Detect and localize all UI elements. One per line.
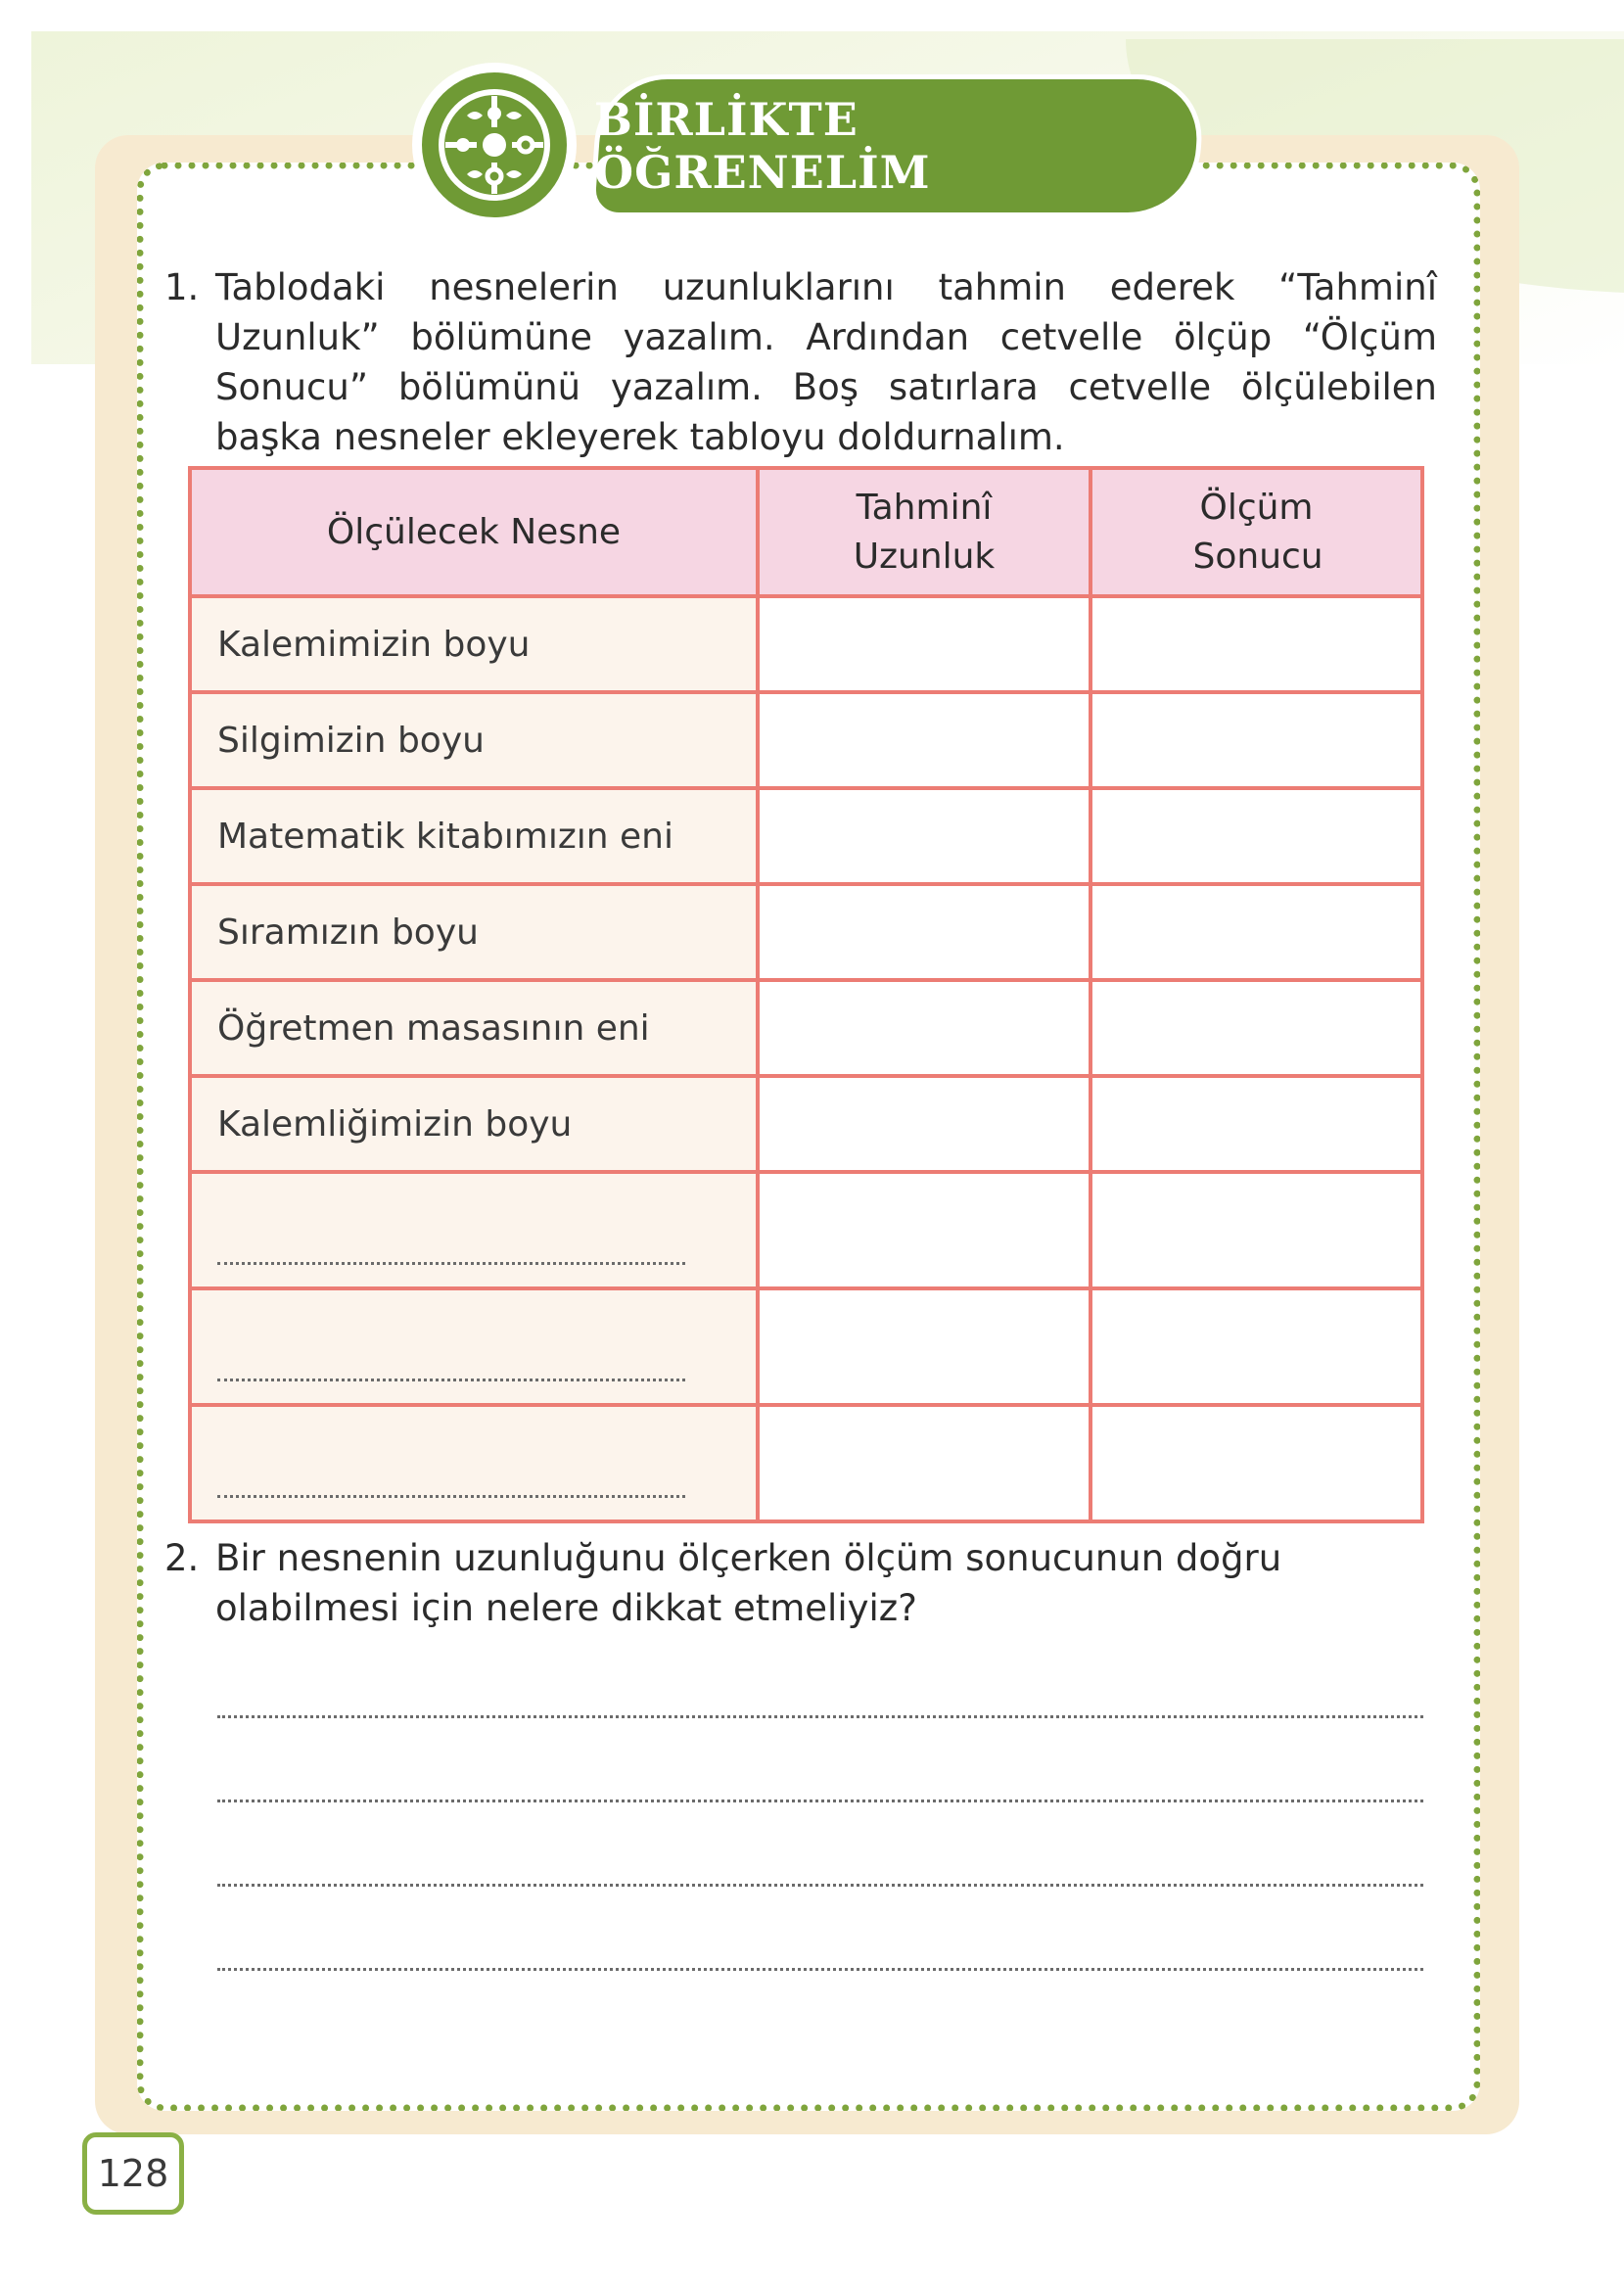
object-cell: Kalemliğimizin boyu [190,1076,758,1172]
result-cell[interactable] [1090,1405,1422,1521]
estimate-cell[interactable] [758,1076,1090,1172]
measurement-table [188,466,1424,1523]
object-cell: Öğretmen masasının eni [190,980,758,1076]
object-cell: Matematik kitabımızın eni [190,788,758,884]
table-row [190,788,1422,884]
table-row [190,980,1422,1076]
answer-line[interactable] [217,1800,1423,1802]
blank-object-cell[interactable] [190,1405,758,1521]
page-number: 128 [82,2132,184,2215]
dotted-line [217,1379,685,1381]
answer-line[interactable] [217,1715,1423,1718]
estimate-cell[interactable] [758,884,1090,980]
table-header-row [190,468,1422,596]
question-2 [164,1533,1437,1641]
object-cell: Sıramızın boyu [190,884,758,980]
answer-line[interactable] [217,1884,1423,1887]
estimate-cell[interactable] [758,1172,1090,1288]
dotted-line [217,1495,685,1498]
table-row [190,692,1422,788]
blank-object-cell[interactable] [190,1172,758,1288]
result-cell[interactable] [1090,1172,1422,1288]
question-1-number: 1. [164,266,200,308]
question-2-text: Bir nesnenin uzunluğunu ölçerken ölçüm sonucunun doğru olabilmesi için nelere dikkat etmeliyiz? [215,1537,1282,1629]
table-row [190,1076,1422,1172]
question-2-number: 2. [164,1537,200,1579]
header-result: Ölçüm Sonucu [1090,468,1422,596]
puzzle-icon [438,88,551,202]
estimate-cell[interactable] [758,1405,1090,1521]
object-cell: Kalemimizin boyu [190,596,758,692]
table-row-blank [190,1405,1422,1521]
estimate-cell[interactable] [758,1288,1090,1405]
result-cell[interactable] [1090,884,1422,980]
estimate-cell[interactable] [758,980,1090,1076]
dotted-line [217,1262,685,1265]
question-1-text: Tablodaki nesnelerin uzunluklarını tahmin ederek “Tahminî Uzunluk” bölümüne yazalım. Ardından cetvelle ölçüp “Ölçüm Sonucu” bölümünü yazalım. Boş satırlara cetvelle ölçülebilen başka nesneler ekleyerek tabloyu doldurnalım. [215,266,1437,458]
estimate-cell[interactable] [758,596,1090,692]
puzzle-badge [416,67,573,223]
table-row [190,596,1422,692]
result-cell[interactable] [1090,980,1422,1076]
section-title: BİRLİKTE ÖĞRENELİM [594,93,931,199]
table-row-blank [190,1172,1422,1288]
table-row [190,884,1422,980]
estimate-cell[interactable] [758,692,1090,788]
object-cell: Silgimizin boyu [190,692,758,788]
result-cell[interactable] [1090,596,1422,692]
header-estimate: Tahminî Uzunluk [758,468,1090,596]
question-1 [164,262,1437,458]
result-cell[interactable] [1090,692,1422,788]
result-cell[interactable] [1090,1076,1422,1172]
estimate-cell[interactable] [758,788,1090,884]
result-cell[interactable] [1090,788,1422,884]
answer-line[interactable] [217,1968,1423,1971]
table-row-blank [190,1288,1422,1405]
header-object: Ölçülecek Nesne [190,468,758,596]
result-cell[interactable] [1090,1288,1422,1405]
blank-object-cell[interactable] [190,1288,758,1405]
